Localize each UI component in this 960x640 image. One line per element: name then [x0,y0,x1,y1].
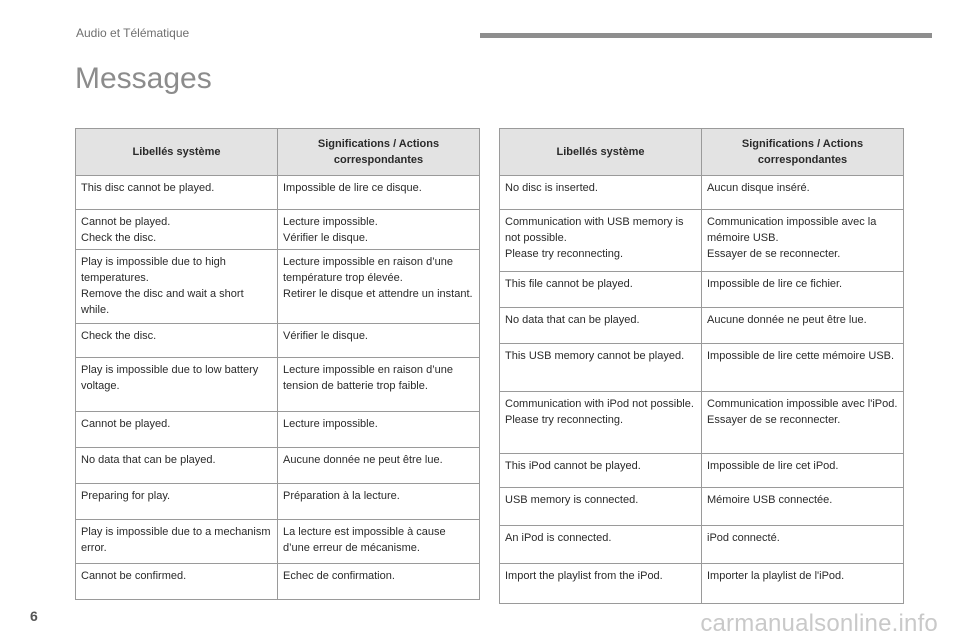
message-meaning: Lecture impossible en raison d’une température trop élevée. Retirer le disque et attendre un instant. [278,250,480,324]
message-meaning: Impossible de lire ce disque. [278,176,480,210]
table-row [76,250,480,324]
system-message: No disc is inserted. [500,176,702,210]
system-message: This disc cannot be played. [76,176,278,210]
system-message: Preparing for play. [76,484,278,520]
system-message: No data that can be played. [500,308,702,344]
table-row [76,324,480,358]
table-row [76,448,480,484]
message-meaning: Impossible de lire cet iPod. [702,454,904,488]
message-meaning: Impossible de lire ce fichier. [702,272,904,308]
message-meaning: Communication impossible avec la mémoire USB. Essayer de se reconnecter. [702,210,904,272]
page-title: Messages [75,62,212,95]
table-row [500,488,904,526]
system-message: Cannot be played. [76,412,278,448]
system-message: This iPod cannot be played. [500,454,702,488]
message-meaning: Impossible de lire cette mémoire USB. [702,344,904,392]
system-message: Cannot be played. Check the disc. [76,210,278,250]
column-header-system-label: Libellés système [76,129,278,176]
system-message: Play is impossible due to high temperatures. Remove the disc and wait a short while. [76,250,278,324]
system-message: USB memory is connected. [500,488,702,526]
message-meaning: Mémoire USB connectée. [702,488,904,526]
table-row [500,392,904,454]
table-row [76,412,480,448]
table-row [76,358,480,412]
message-meaning: iPod connecté. [702,526,904,564]
column-header-meaning: Significations / Actions correspondantes [278,129,480,176]
message-meaning: Communication impossible avec l'iPod. Essayer de se reconnecter. [702,392,904,454]
system-message: This file cannot be played. [500,272,702,308]
message-meaning: Echec de confirmation. [278,564,480,600]
message-meaning: La lecture est impossible à cause d’une erreur de mécanisme. [278,520,480,564]
system-message: This USB memory cannot be played. [500,344,702,392]
table-header-row [500,129,904,176]
table-row [500,210,904,272]
message-meaning: Importer la playlist de l'iPod. [702,564,904,604]
system-message: Check the disc. [76,324,278,358]
table-row [76,210,480,250]
message-meaning: Aucun disque inséré. [702,176,904,210]
table-row [500,272,904,308]
system-message: Cannot be confirmed. [76,564,278,600]
message-meaning: Lecture impossible. [278,412,480,448]
column-header-system-label: Libellés système [500,129,702,176]
system-message: Communication with iPod not possible. Please try reconnecting. [500,392,702,454]
system-message: Import the playlist from the iPod. [500,564,702,604]
table-header-row [76,129,480,176]
table-row [500,454,904,488]
table-row [500,176,904,210]
table-row [500,308,904,344]
header-rule [480,33,932,38]
messages-table-right [499,128,904,604]
page-number: 6 [30,608,38,624]
table-row [500,526,904,564]
system-message: Play is impossible due to a mechanism error. [76,520,278,564]
message-meaning: Lecture impossible. Vérifier le disque. [278,210,480,250]
message-meaning: Aucune donnée ne peut être lue. [702,308,904,344]
table-row [76,484,480,520]
system-message: Play is impossible due to low battery voltage. [76,358,278,412]
message-meaning: Aucune donnée ne peut être lue. [278,448,480,484]
section-title: Audio et Télématique [76,26,190,40]
message-meaning: Vérifier le disque. [278,324,480,358]
message-meaning: Lecture impossible en raison d’une tension de batterie trop faible. [278,358,480,412]
table-row [76,564,480,600]
table-row [500,344,904,392]
system-message: Communication with USB memory is not possible. Please try reconnecting. [500,210,702,272]
messages-table-left [75,128,480,600]
message-meaning: Préparation à la lecture. [278,484,480,520]
table-row [76,176,480,210]
table-row [76,520,480,564]
watermark: carmanualsonline.info [700,610,938,637]
column-header-meaning: Significations / Actions correspondantes [702,129,904,176]
table-row [500,564,904,604]
system-message: An iPod is connected. [500,526,702,564]
system-message: No data that can be played. [76,448,278,484]
